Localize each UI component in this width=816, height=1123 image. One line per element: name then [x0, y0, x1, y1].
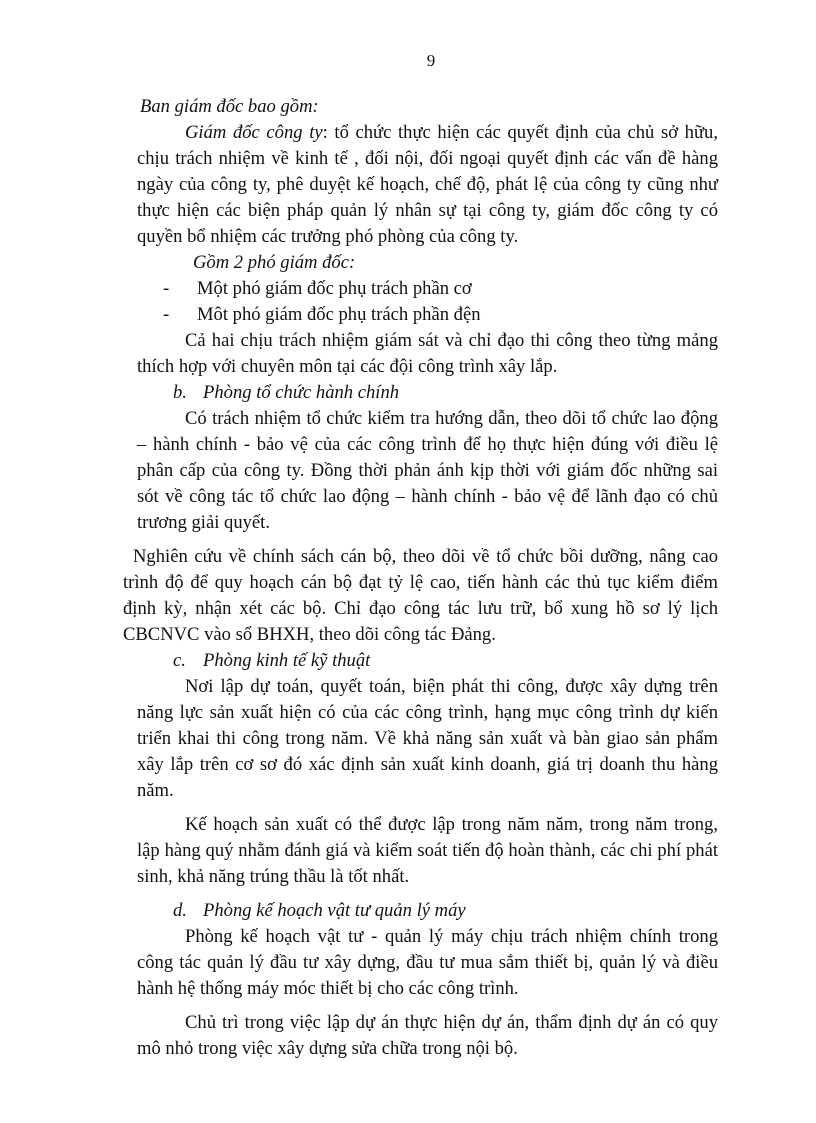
section-c-heading: [137, 648, 718, 674]
section-d-heading: [137, 898, 718, 924]
deputy-item-text: Một phó giám đốc phụ trách phần cơ: [197, 278, 472, 299]
management-intro: Ban giám đốc bao gồm:: [140, 96, 319, 117]
document-body: [123, 94, 718, 1062]
director-text: : tổ chức thực hiện các quyết định của chủ sở hữu, chịu trách nhiệm về kinh tế , đối nội, đối ngoại quyết định các vấn đề hàng ngày của công ty, phê duyệt kế hoạch, chế độ, phát lệ của công ty cũng như thực hiện các biện pháp quản lý nhân sự tại công ty, giám đốc công ty có quyền bổ nhiệm các trưởng phó phòng của công ty.: [137, 122, 718, 247]
section-b-paragraph-1: Có trách nhiệm tổ chức kiểm tra hướng dẫn, theo dõi tổ chức lao động – hành chính - bảo vệ của các công trình để họ thực hiện đúng với điều lệ phân cấp của công ty. Đồng thời phản ánh kịp thời với giám đốc những sai sót về công tác tổ chức lao động – hành chính - bảo vệ để lãnh đạo có chủ trương giải quyết.: [137, 408, 718, 533]
section-b-title: Phòng tổ chức hành chính: [203, 382, 400, 403]
section-d-title: Phòng kế hoạch vật tư quản lý máy: [203, 900, 466, 921]
deputies-intro: Gồm 2 phó giám đốc:: [193, 252, 356, 273]
section-d-paragraph-2: Chủ trì trong việc lập dự án thực hiện dự án, thẩm định dự án có quy mô nhỏ trong việc xây dựng sửa chữa trong nội bộ.: [137, 1012, 718, 1059]
section-d-letter: d.: [173, 900, 187, 921]
section-c-paragraph-2: Kế hoạch sản xuất có thể được lập trong năm năm, trong năm trong, lập hàng quý nhằm đánh giá và kiểm soát tiến độ hoàn thành, các chi phí phát sinh, khả năng trúng thầu là tốt nhất.: [137, 814, 718, 887]
section-c-letter: c.: [173, 650, 186, 671]
section-b-letter: b.: [173, 382, 187, 403]
section-c-title: Phòng kinh tế kỹ thuật: [203, 650, 371, 671]
deputy-item: - Một phó giám đốc phụ trách phần cơ: [137, 276, 718, 302]
section-c-paragraph-1: Nơi lập dự toán, quyết toán, biện phát thi công, được xây dựng trên năng lực sản xuất hiện có của các công trình, hạng mục công trình dự kiến triển khai thi công trong năm. Về khả năng sản xuất và bàn giao sản phẩm xây lắp trên cơ sơ đó xác định sản xuất kinh doanh, giá trị doanh thu hàng năm.: [137, 676, 718, 801]
deputies-paragraph: Cả hai chịu trách nhiệm giám sát và chỉ đạo thi công theo từng mảng thích hợp với chuyên môn tại các đội công trình xây lắp.: [137, 330, 718, 377]
section-d-paragraph-1: Phòng kế hoạch vật tư - quản lý máy chịu trách nhiệm chính trong công tác quản lý đầu tư xây dựng, đầu tư mua sắm thiết bị, quản lý và điều hành hệ thống máy móc thiết bị cho các công trình.: [137, 926, 718, 999]
director-paragraph: [137, 120, 718, 250]
deputy-item-text: Môt phó giám đốc phụ trách phần đện: [197, 304, 481, 325]
deputy-item: - Môt phó giám đốc phụ trách phần đện: [137, 302, 718, 328]
director-title: Giám đốc công ty: [185, 122, 323, 143]
section-b-heading: [137, 380, 718, 406]
section-b-paragraph-2: Nghiên cứu về chính sách cán bộ, theo dõi về tổ chức bồi dưỡng, nâng cao trình độ để quy hoạch cán bộ đạt tỷ lệ cao, tiến hành các thủ tục kiểm điểm định kỳ, nhận xét các bộ. Chỉ đạo công tác lưu trữ, bổ xung hồ sơ lý lịch CBCNVC vào sổ BHXH, theo dõi công tác Đảng.: [123, 546, 718, 645]
page-number: 9: [426, 51, 436, 70]
